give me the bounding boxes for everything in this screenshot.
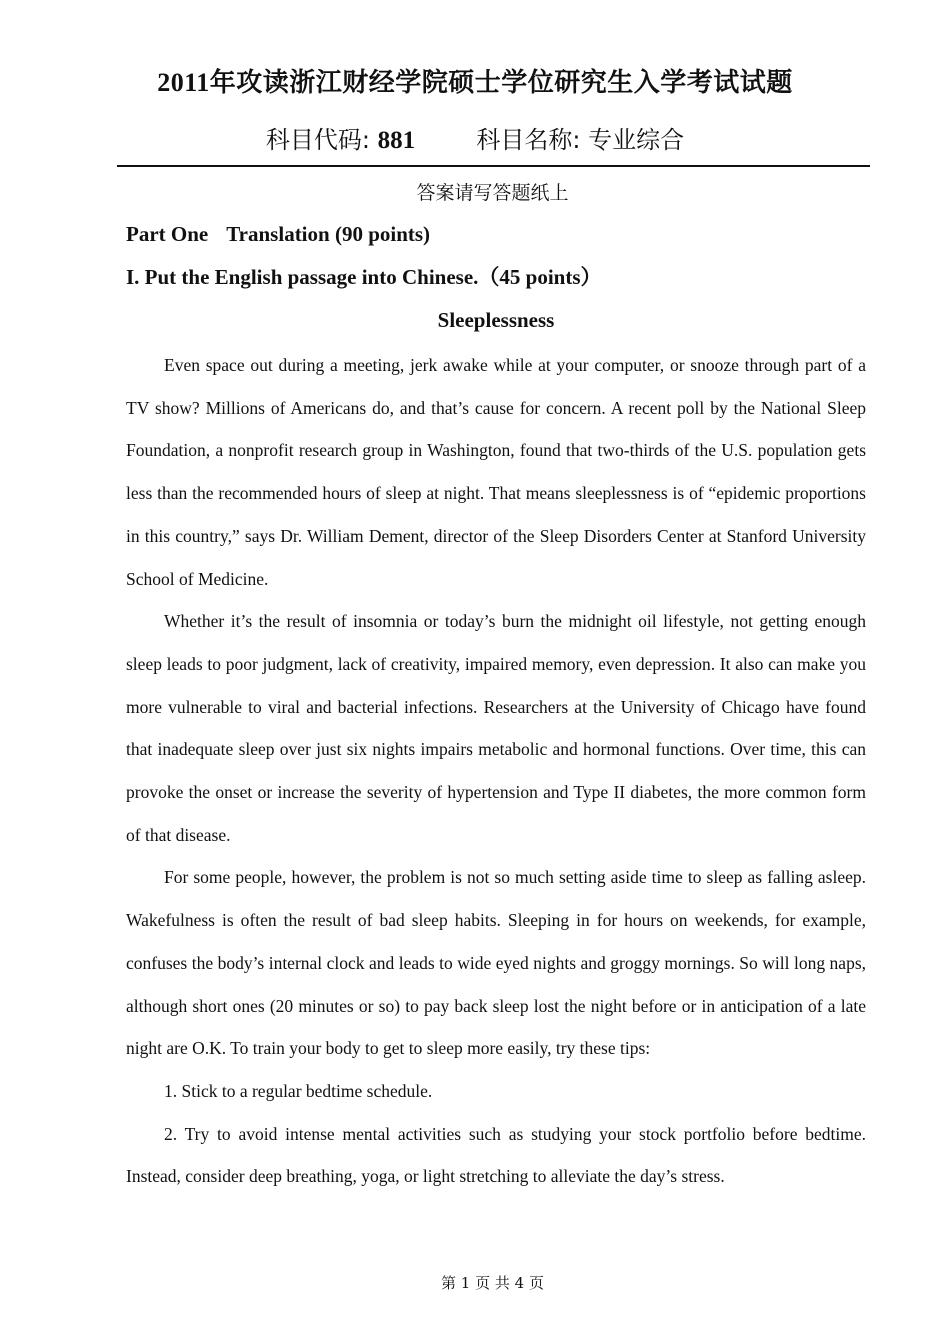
question-title: I. Put the English passage into Chinese.（45 points） xyxy=(126,265,602,289)
subject-code: 881 xyxy=(377,127,416,154)
paragraph: For some people, however, the problem is not so much setting aside time to sleep as falling asleep. Wakefulness is often the result of bad sleep habits. Sleeping in for hours on weekends, for example, confuses the body’s internal clock and leads to wide eyed nights and groggy mornings. So will long naps, although short ones (20 minutes or so) to pay back sleep lost the night before or in anticipation of a late night are O.K. To train your body to get to sleep more easily, try these tips: xyxy=(126,867,866,1059)
answer-notice: 答案请写答题纸上 xyxy=(416,182,569,204)
passage-title: Sleeplessness xyxy=(437,308,555,332)
subject-name-label: 科目名称: xyxy=(476,126,581,154)
subject-name: 专业综合 xyxy=(588,126,685,154)
part-label: Part One xyxy=(126,222,209,246)
exam-title: 2011年攻读浙江财经学院硕士学位研究生入学考试试题 xyxy=(157,68,793,97)
subject-line xyxy=(0,120,950,155)
paragraph: Whether it’s the result of insomnia or today’s burn the midnight oil lifestyle, not getting enough sleep leads to poor judgment, lack of creativity, impaired memory, even depression. It also can make you more vulnerable to viral and bacterial infections. Researchers at the University of Chicago have found that inadequate sleep over just six nights impairs metabolic and hormonal functions. Over time, this can provoke the onset or increase the severity of hypertension and Type II diabetes, the more common form of that disease. xyxy=(126,611,866,845)
exam-body xyxy=(126,220,866,1198)
tip-item: 1. Stick to a regular bedtime schedule. xyxy=(164,1080,433,1101)
part-heading xyxy=(126,220,866,248)
part-title: Translation (90 points) xyxy=(226,222,431,246)
tip-item: 2. Try to avoid intense mental activities such as studying your stock portfolio before bedtime. Instead, consider deep breathing, yoga, or light stretching to alleviate the day’s stress. xyxy=(126,1123,866,1187)
subject-code-label: 科目代码: xyxy=(265,126,370,154)
paragraph: Even space out during a meeting, jerk awake while at your computer, or snooze through part of a TV show? Millions of Americans do, and that’s cause for concern. A recent poll by the National Sleep Foundation, a nonprofit research group in Washington, found that two-thirds of the U.S. population gets less than the recommended hours of sleep at night. That means sleeplessness is of “epidemic proportions in this country,” says Dr. William Dement, director of the Sleep Disorders Center at Stanford University School of Medicine. xyxy=(126,355,866,589)
page-footer: 第 1 页 共 4 页 xyxy=(441,1274,544,1292)
header-divider xyxy=(117,165,870,167)
